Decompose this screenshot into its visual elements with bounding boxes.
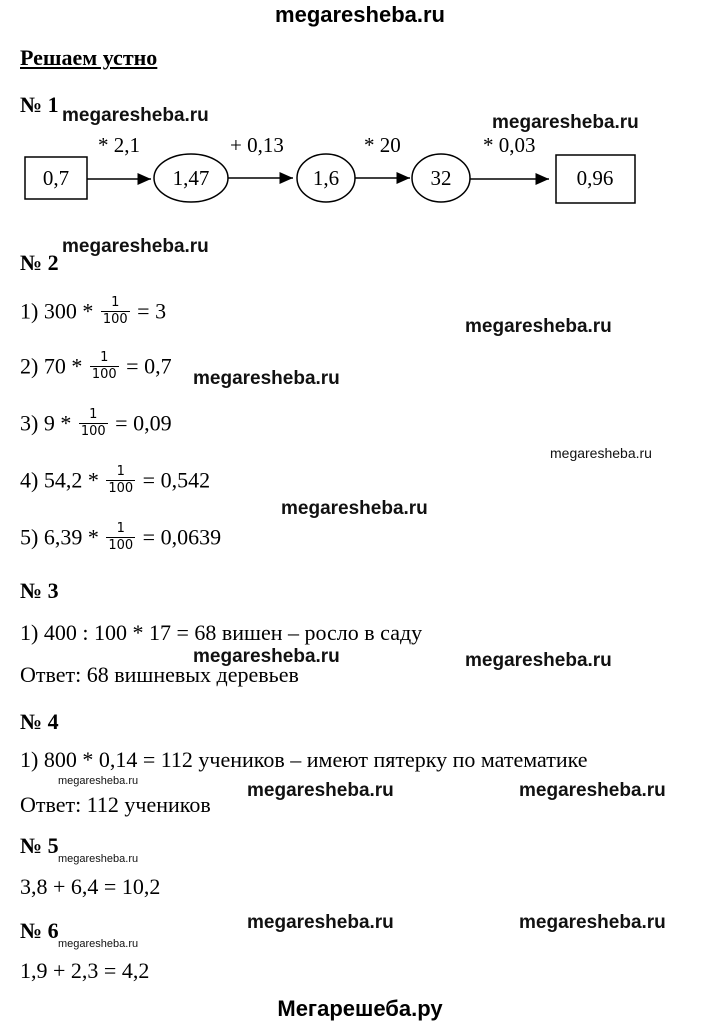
watermark: megaresheba.ru [492, 112, 639, 133]
watermark: megaresheba.ru [193, 646, 340, 667]
op-label: * 0,03 [483, 133, 536, 157]
task-5-heading: № 5 [20, 833, 59, 858]
task-4-answer: Ответ: 112 учеников [20, 792, 211, 817]
watermark: megaresheba.ru [193, 368, 340, 389]
watermark: megaresheba.ru [281, 498, 428, 519]
watermark: megaresheba.ru [58, 775, 139, 787]
watermark: megaresheba.ru [519, 912, 666, 933]
op-label: + 0,13 [230, 133, 284, 157]
watermark: megaresheba.ru [247, 780, 394, 801]
watermark: megaresheba.ru [58, 938, 139, 950]
watermark: megaresheba.ru [62, 236, 209, 257]
op-label: * 2,1 [98, 133, 140, 157]
task-3-line-1: 1) 400 : 100 * 17 = 68 вишен – росло в саду [20, 620, 423, 645]
operation-chain-diagram [0, 130, 720, 210]
watermark: megaresheba.ru [58, 853, 139, 865]
node-label: 0,96 [576, 166, 614, 190]
task-2-line-2: 2) 70 * $\frac{1}{100}$ = 0,7 [20, 350, 172, 382]
fraction: $\frac{1}{100}$ [108, 464, 134, 496]
task-6-heading: № 6 [20, 918, 59, 943]
task-2-line-5: 5) 6,39 * $\frac{1}{100}$ = 0,0639 [20, 521, 222, 553]
op-label: * 20 [364, 133, 401, 157]
task-2-line-1: 1) 300 * $\frac{1}{100}$ = 3 [20, 295, 167, 327]
task-3-answer: Ответ: 68 вишневых деревьев [20, 662, 299, 687]
task-2-line-4: 4) 54,2 * $\frac{1}{100}$ = 0,542 [20, 464, 211, 496]
watermark: megaresheba.ru [247, 912, 394, 933]
task-1-heading: № 1 [20, 92, 59, 117]
watermark: megaresheba.ru [62, 105, 209, 126]
node-label: 32 [430, 166, 452, 190]
task-2-heading: № 2 [20, 250, 59, 275]
site-header: megaresheba.ru [275, 2, 445, 27]
fraction: $\frac{1}{100}$ [108, 521, 134, 553]
fraction: $\frac{1}{100}$ [80, 407, 106, 439]
fraction: $\frac{1}{100}$ [91, 350, 117, 382]
page-title: Решаем устно [20, 45, 158, 70]
task-6-line-1: 1,9 + 2,3 = 4,2 [20, 958, 150, 983]
watermark: megaresheba.ru [519, 780, 666, 801]
task-4-line-1: 1) 800 * 0,14 = 112 учеников – имеют пятерку по математике [20, 747, 588, 772]
watermark: megaresheba.ru [465, 650, 612, 671]
site-footer: Мегарешеба.ру [277, 996, 443, 1021]
task-2-line-3: 3) 9 * $\frac{1}{100}$ = 0,09 [20, 407, 172, 439]
node-label: 1,6 [312, 166, 340, 190]
task-3-heading: № 3 [20, 578, 59, 603]
node-label: 1,47 [172, 166, 210, 190]
fraction: $\frac{1}{100}$ [102, 295, 128, 327]
node-label: 0,7 [42, 166, 70, 190]
task-4-heading: № 4 [20, 709, 59, 734]
watermark: megaresheba.ru [550, 445, 652, 461]
task-5-line-1: 3,8 + 6,4 = 10,2 [20, 874, 161, 899]
watermark: megaresheba.ru [465, 316, 612, 337]
